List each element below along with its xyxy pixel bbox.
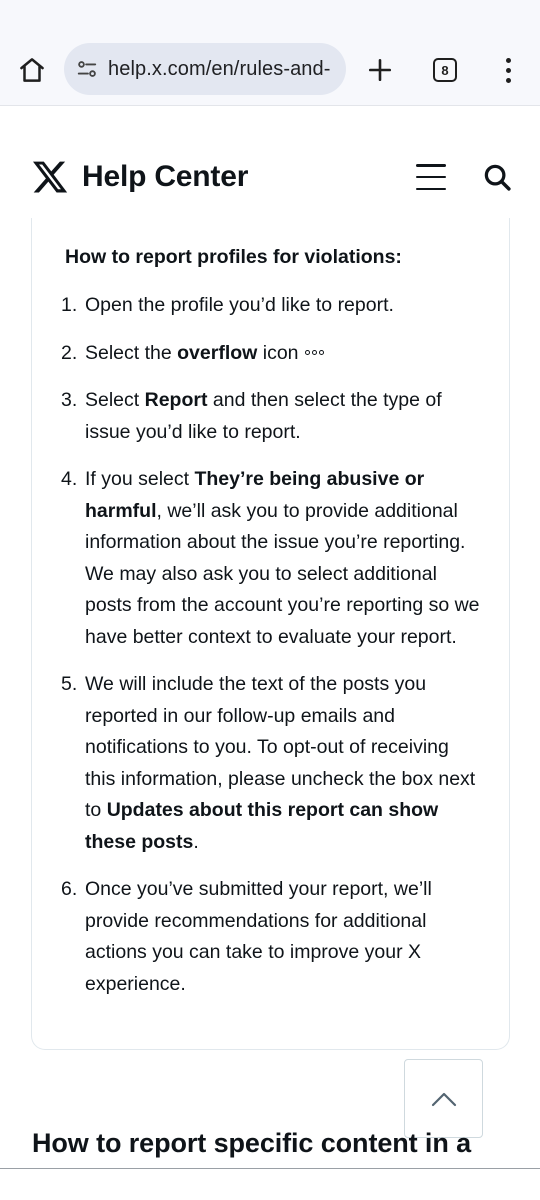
step-text-bold: Report [144,389,208,411]
x-logo-icon[interactable] [30,158,70,196]
step-number: 4. [61,468,78,490]
home-icon [17,55,47,85]
step-text [85,464,481,653]
home-button[interactable] [14,52,50,88]
steps-list [61,290,481,1016]
overflow-icon [305,350,324,355]
tab-switcher-button[interactable] [427,52,463,88]
plus-icon [367,57,393,83]
step-item [61,464,481,653]
step-number: 5. [61,673,78,695]
step-text [85,290,481,322]
step-text-segment: , we’ll ask you to provide additional information about the issue you’re reporting. We may also ask you to select additional posts from the account you’re reporting so we have better context to evaluate your report. [85,499,480,648]
step-text-segment: . [193,830,199,853]
tab-count: 8 [441,62,449,78]
card-heading: How to report profiles for violations: [65,246,402,268]
step-number: 2. [61,341,78,364]
step-item [61,338,481,370]
step-text [85,669,481,858]
site-header [0,106,540,230]
step-text-segment: Select the [85,341,178,364]
browser-toolbar [0,0,540,106]
divider [0,1168,540,1169]
step-item [61,385,481,448]
tab-switcher-icon [433,58,457,82]
report-steps-card [31,218,510,1050]
step-text-segment: and then select the type of issue you’d like to report. [85,389,442,443]
step-number: 3. [61,389,78,411]
step-text-bold: Updates about this report can show these posts [85,799,439,853]
step-text [85,874,481,1000]
step-text [85,385,481,448]
step-text-segment: Open the profile you’d like to report. [85,294,394,316]
step-text-segment: Once you’ve submitted your report, we’ll provide recommendations for additional actions you can take to improve your X experience. [85,878,432,995]
address-bar[interactable] [64,43,346,95]
step-text-segment: Select [85,389,145,411]
step-item [61,874,481,1000]
section-heading: How to report specific content in a [32,1128,472,1158]
hamburger-menu-icon[interactable] [416,164,446,190]
step-text-segment: icon [257,341,299,364]
step-text-bold: They’re being abusive or harmful [85,468,425,522]
search-icon[interactable] [482,162,512,192]
step-item [61,669,481,858]
site-title[interactable]: Help Center [82,160,249,193]
new-tab-button[interactable] [362,52,398,88]
url-text[interactable]: help.x.com/en/rules-and- [108,57,331,80]
more-vert-icon [506,58,511,63]
step-number: 1. [61,294,78,316]
site-info-icon[interactable] [76,58,98,80]
step-text-segment: We will include the text of the posts you reported in our follow-up emails and notifications to you. To opt-out of receiving this information, please uncheck the box next to [85,673,476,821]
step-number: 6. [61,878,78,900]
step-item [61,290,481,322]
step-text-bold: overflow [177,341,258,364]
step-text-segment: If you select [85,468,195,490]
scroll-to-top-button[interactable] [404,1059,483,1138]
step-text [85,338,481,370]
browser-menu-button[interactable] [490,52,526,88]
chevron-up-icon [430,1090,458,1108]
